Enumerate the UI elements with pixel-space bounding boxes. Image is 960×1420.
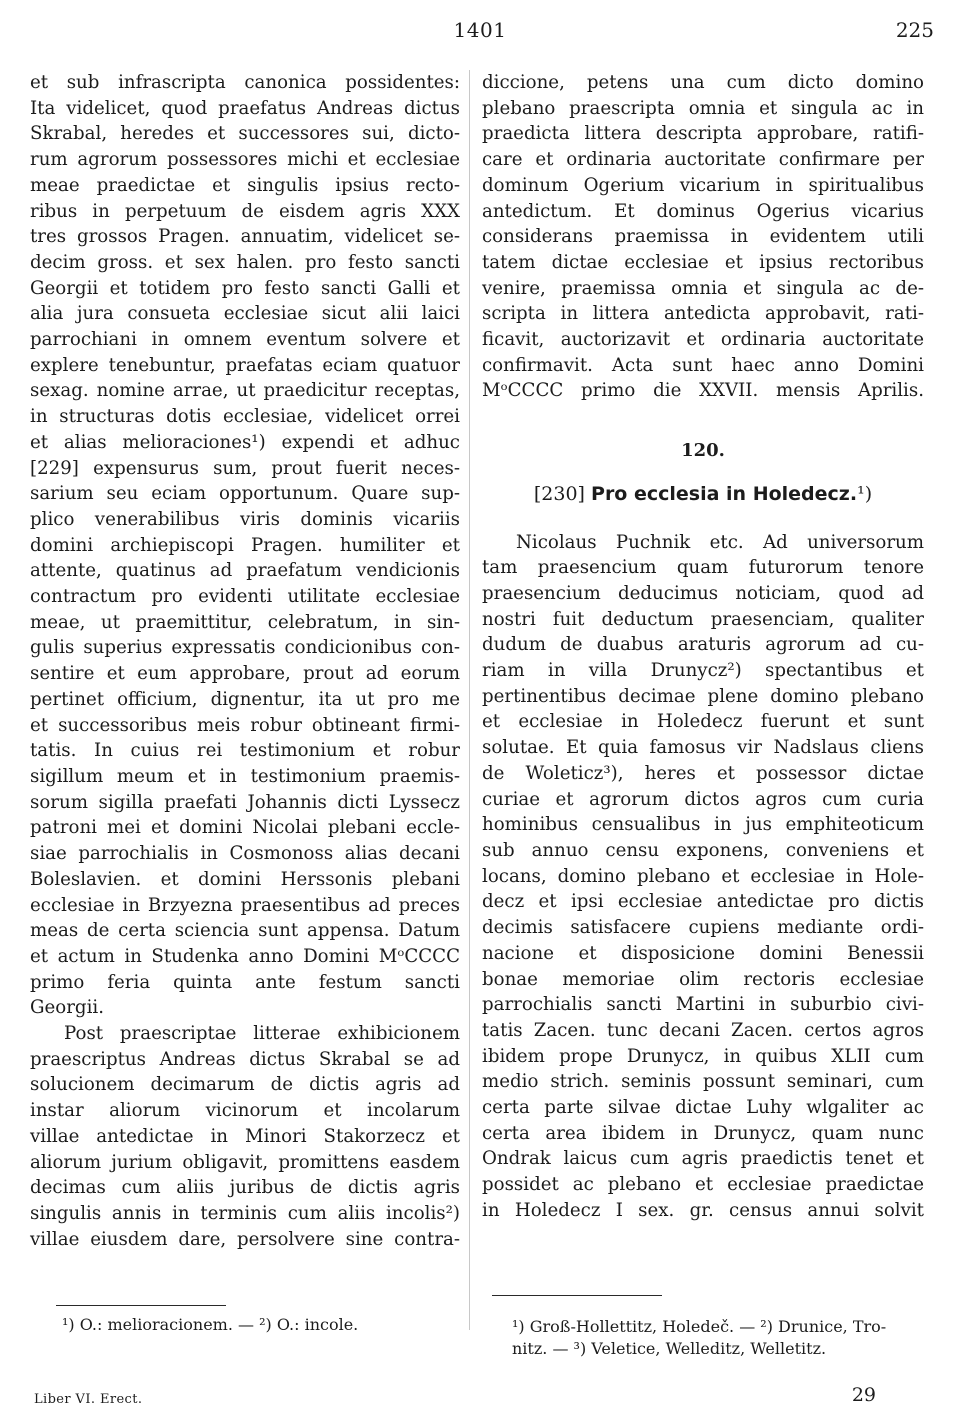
text-line: dudum de duabus araturis agrorum ad cu- — [482, 634, 924, 656]
text-line: instar aliorum vicinorum et incolarum — [30, 1100, 460, 1122]
text-line: ficavit, auctorizavit et ordinaria auctoritate — [482, 329, 924, 351]
text-line: [229] expensurus sum, prout fuerit neces- — [30, 457, 460, 479]
text-line: diccione, petens una cum dicto domino — [482, 72, 924, 93]
text-line: nacione et disposicione domini Benessii — [482, 942, 924, 964]
text-line: hominibus censualibus in jus emphiteoticum — [482, 814, 924, 836]
text-line: explere tenebuntur, praefatas eciam quatuor — [30, 354, 460, 376]
text-line: antedictum. Et dominus Ogerius vicarius — [482, 200, 924, 222]
text-line: primo feria quinta ante festum sancti — [30, 971, 460, 993]
text-line: Nicolaus Puchnik etc. Ad universorum — [516, 531, 924, 553]
text-line: et sub infrascripta canonica possidentes: — [30, 72, 460, 93]
text-line: medio strich. seminis possunt seminari, cum — [482, 1071, 924, 1093]
text-line: certa parte silvae dictae Luhy wlgaliter ac — [482, 1097, 924, 1119]
text-line: et alias melioraciones¹) expendi et adhuc — [30, 431, 460, 453]
text-line: bonae memoriae olim rectoris ecclesiae — [482, 968, 924, 990]
right-column — [482, 70, 924, 1224]
text-line: riam in villa Drunycz²) spectantibus et — [482, 660, 924, 682]
section-heading — [482, 482, 924, 508]
text-line: meae praedictae et singulis ipsius recto- — [30, 174, 460, 196]
text-line: solutae. Et quia famosus vir Nadslaus cliens — [482, 737, 924, 759]
text-line: ribus in perpetuum de eisdem agris XXX — [30, 200, 460, 222]
text-line: tatis Zacen. tunc decani Zacen. certos agros — [482, 1019, 924, 1041]
text-line: sexag. nomine arrae, ut praedicitur receptas, — [30, 380, 460, 402]
section-number: 120. — [681, 440, 725, 462]
text-line: sorum sigilla praefati Johannis dicti Lyssecz — [30, 791, 460, 813]
text-line: domini archiepiscopi Pragen. humiliter et — [30, 534, 460, 556]
text-line: attente, quatinus ad praefatum vendicionis — [30, 560, 460, 582]
text-line: pertinentibus decimae plene domino plebano — [482, 685, 924, 707]
text-line: ibidem prope Drunycz, in quibus XLII cum — [482, 1045, 924, 1067]
text-line: plebano praescripta omnia et singula ac in — [482, 97, 924, 119]
text-line: Ondrak laicus cum agris praedictis tenet et — [482, 1148, 924, 1170]
footnote-line: ¹) Groß-Hollettitz, Holedeč. — ²) Drunice, Tro- — [512, 1317, 887, 1336]
text-line: possidet ac plebano et ecclesiae praedictae — [482, 1174, 924, 1196]
text-line: tam praesencium quam futurorum tenore — [482, 557, 924, 579]
text-line: et ecclesiae in Holedecz fuerunt et sunt — [482, 711, 924, 733]
text-line: praescriptus Andreas dictus Skrabal se ad — [30, 1048, 460, 1070]
text-line: rum agrorum possessores michi et ecclesiae — [30, 149, 460, 171]
text-line: Skrabal, heredes et successores sui, dicto- — [30, 123, 460, 145]
text-line: praedicta littera descripta approbare, ratifi- — [482, 123, 924, 145]
text-line: ecclesiae in Brzyezna praesentibus ad preces — [30, 894, 460, 916]
text-line: decz et ipsi ecclesiae antedictae pro dictis — [482, 891, 924, 913]
text-line: siae parrochialis in Cosmonoss alias decani — [30, 843, 460, 865]
text-line: meas de certa sciencia sunt appensa. Datum — [30, 920, 460, 942]
text-line: Boleslavien. et domini Herssonis plebani — [30, 868, 460, 890]
text-line: gulis superius expressatis condicionibus con- — [30, 637, 460, 659]
text-line: sigillum meum et in testimonium praemis- — [30, 765, 460, 787]
footnote-rule-right — [492, 1295, 662, 1296]
text-line: sub annuo censu exponens, conveniens et — [482, 839, 924, 861]
text-line: plico venerabilibus viris dominis vicariis — [30, 508, 460, 530]
text-line: meae, ut praemittitur, celebratum, in sin- — [30, 611, 460, 633]
text-line: Georgii. — [30, 997, 104, 1019]
text-line: scripta in littera antedicta approbavit, rati- — [482, 303, 924, 325]
text-line: tatem dictae ecclesiae et ipsius rectoribus — [482, 251, 924, 273]
text-line: tres grossos Pragen. annuatim, videlicet se- — [30, 226, 460, 248]
header-year: 1401 — [453, 18, 507, 42]
text-line: praesencium deducimus noticiam, quod ad — [482, 582, 924, 604]
text-line: sentire et eum approbare, prout ad eorum — [30, 663, 460, 685]
text-line: alia jura consueta ecclesiae sicut alii laici — [30, 303, 460, 325]
text-line: villae eiusdem dare, persolvere sine contra- — [30, 1228, 460, 1250]
text-line: tatis. In cuius rei testimonium et robur — [30, 740, 460, 762]
text-line: sarium seu eciam opportunum. Quare sup- — [30, 483, 460, 505]
right-column-top-text — [482, 70, 924, 404]
text-line: contractum pro evidenti utilitate ecclesiae — [30, 586, 460, 608]
sheet-number: 29 — [851, 1384, 876, 1406]
text-line: Ita videlicet, quod praefatus Andreas dictus — [30, 97, 460, 119]
text-line: villae antedictae in Minori Stakorzecz et — [30, 1125, 460, 1147]
text-line: et actum in Studenka anno Domini MᵒCCCC — [30, 945, 460, 967]
footnote-rule-left — [56, 1305, 226, 1306]
footnotes-right — [512, 1316, 912, 1360]
text-line: patroni mei et domini Nicolai plebani eccle- — [30, 817, 460, 839]
column-divider — [469, 70, 470, 1330]
text-line: venire, praemissa omnia et singula ac de- — [482, 277, 924, 299]
text-line: aliorum jurium obligavit, promittens easdem — [30, 1151, 460, 1173]
text-line: pertinet officium, dignentur, ita ut pro me — [30, 688, 460, 710]
text-line: de Woleticz³), heres et possessor dictae — [482, 762, 924, 784]
footnotes-left: ¹) O.: melioracionem. — ²) O.: incole. — [62, 1315, 359, 1334]
text-line: solucionem decimarum de dictis agris ad — [30, 1074, 460, 1096]
text-line: in Holedecz I sex. gr. census annui solvit — [482, 1199, 924, 1221]
text-line: et successoribus meis robur obtineant firmi- — [30, 714, 460, 736]
text-line: dominum Ogerium vicarium in spiritualibus — [482, 174, 924, 196]
text-line: singulis annis in terminis cum aliis incolis²) — [30, 1202, 460, 1224]
left-column — [30, 70, 460, 1252]
text-line: certa area ibidem in Drunycz, quam nunc — [482, 1122, 924, 1144]
right-column-bottom-text — [482, 530, 924, 1224]
text-line: locans, domino plebano et ecclesiae in Hole- — [482, 865, 924, 887]
text-line: decimis satisfacere cupiens mediante ordi- — [482, 917, 924, 939]
text-line: decim gross. et sex halen. pro festo sancti — [30, 251, 460, 273]
text-line: decimas cum aliis juribus de dictis agris — [30, 1177, 460, 1199]
section-title-note: ¹) — [857, 482, 873, 505]
text-line: care et ordinaria auctoritate confirmare per — [482, 149, 924, 171]
footnote-line: nitz. — ³) Veletice, Welleditz, Welletitz. — [512, 1339, 827, 1358]
section-ref: [230] — [533, 482, 585, 505]
signature-mark: Liber VI. Erect. — [34, 1392, 143, 1407]
text-line: MᵒCCCC primo die XXVII. mensis Aprilis. — [482, 380, 924, 402]
text-line: in structuras dotis ecclesiae, videlicet orrei — [30, 406, 460, 428]
text-line: parrochialis sancti Martini in suburbio civi- — [482, 994, 924, 1016]
page-number: 225 — [895, 18, 934, 42]
text-line: parrochiani in omnem eventum solvere et — [30, 329, 460, 351]
text-line: Georgii et totidem pro festo sancti Galli et — [30, 277, 460, 299]
text-line: Post praescriptae litterae exhibicionem — [64, 1023, 460, 1045]
text-line: confirmavit. Acta sunt haec anno Domini — [482, 354, 924, 376]
section-title: Pro ecclesia in Holedecz. — [591, 482, 858, 505]
text-line: curiae et agrorum dictos agros cum curia — [482, 788, 924, 810]
text-line: considerans praemissa in evidentem utili — [482, 226, 924, 248]
text-line: nostri fuit deductum praesenciam, qualiter — [482, 608, 924, 630]
